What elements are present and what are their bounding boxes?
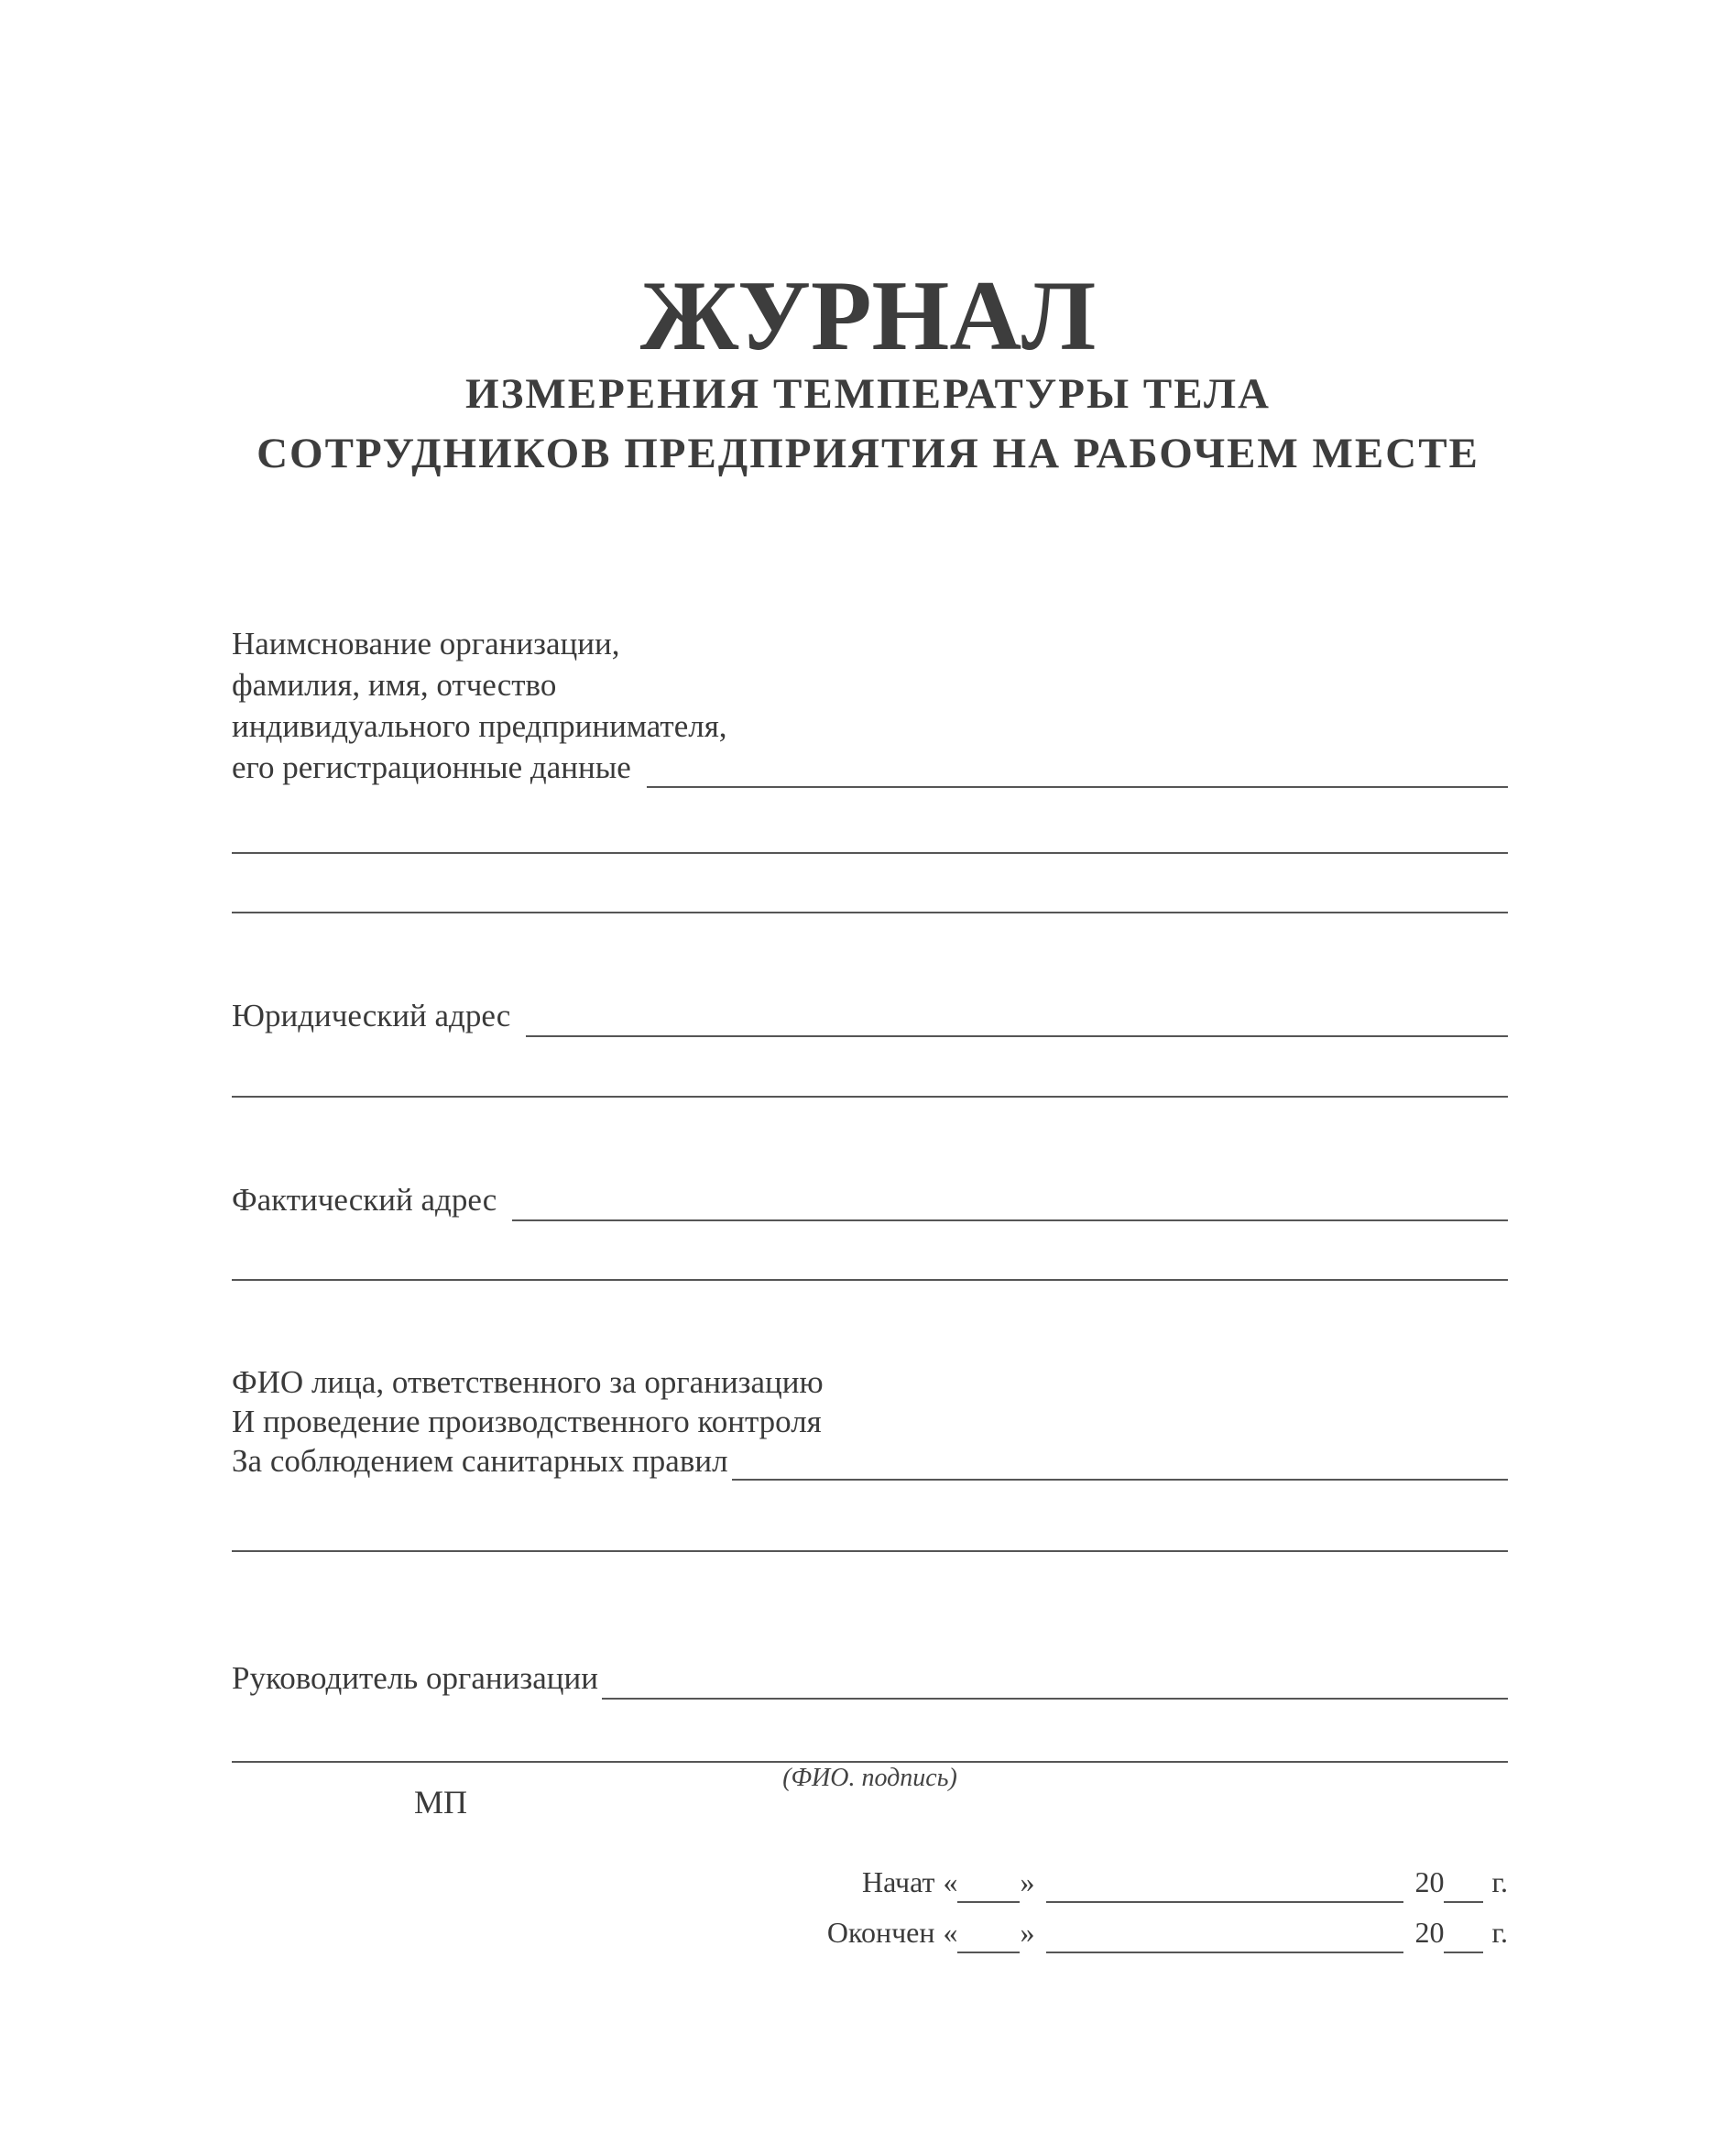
finished-year-prefix: 20 (1414, 1916, 1445, 1949)
page-subtitle-line-2: СОТРУДНИКОВ ПРЕДПРИЯТИЯ НА РАБОЧЕМ МЕСТЕ (257, 430, 1479, 477)
legal-address-row (232, 995, 1508, 1037)
responsible-label-line-1: ФИО лица, ответственного за организацию (232, 1364, 824, 1400)
started-year-blank (1444, 1861, 1483, 1903)
organization-blank-line-2 (232, 852, 1508, 854)
head-of-organization-label: Руководитель организации (232, 1660, 598, 1696)
finished-year-suffix: г. (1491, 1916, 1508, 1949)
actual-address-blank-line (512, 1179, 1508, 1221)
organization-label-line-1: Наимснование организации, (232, 626, 620, 661)
responsible-label-line-3 (232, 1441, 1508, 1481)
head-signature-blank-line-2 (232, 1761, 1508, 1763)
actual-address-label: Фактический адрес (232, 1182, 497, 1218)
organization-blank-line-3 (232, 912, 1508, 913)
started-close-quote: » (1020, 1865, 1035, 1898)
started-open-quote: « (943, 1865, 958, 1898)
responsible-blank-line (732, 1441, 1508, 1481)
responsible-blank-line-2 (232, 1550, 1508, 1552)
page-subtitle-line-1: ИЗМЕРЕНИЯ ТЕМПЕРАТУРЫ ТЕЛА (465, 370, 1271, 418)
finished-month-blank (1046, 1911, 1403, 1953)
actual-address-blank-line-2 (232, 1279, 1508, 1281)
journal-started-row (550, 1861, 1508, 1903)
finished-open-quote: « (943, 1916, 958, 1949)
organization-label-line-4-text: его регистрационные данные (232, 749, 631, 785)
organization-name-block (232, 623, 1508, 788)
organization-blank-line (647, 747, 1508, 788)
organization-label-line-2: фамилия, имя, отчество (232, 667, 557, 703)
finished-close-quote: » (1020, 1916, 1035, 1949)
head-of-organization-row (232, 1657, 1508, 1700)
responsible-person-block (232, 1362, 1508, 1481)
signature-caption: (ФИО. подпись) (782, 1764, 957, 1792)
responsible-label-line-3-text: За соблюдением санитарных правил (232, 1443, 728, 1479)
finished-label: Окончен (826, 1916, 935, 1949)
legal-address-label: Юридический адрес (232, 998, 511, 1033)
head-signature-blank-line (602, 1657, 1508, 1700)
actual-address-row (232, 1179, 1508, 1221)
started-year-suffix: г. (1491, 1865, 1508, 1898)
finished-year-blank (1444, 1911, 1483, 1953)
started-day-blank (957, 1861, 1020, 1903)
started-label: Начат (862, 1865, 935, 1898)
legal-address-blank-line (526, 995, 1508, 1037)
journal-finished-row (550, 1911, 1508, 1953)
responsible-label-line-2: И проведение производственного контроля (232, 1404, 822, 1439)
page-title: ЖУРНАЛ (639, 260, 1097, 371)
stamp-place-label: МП (414, 1784, 468, 1820)
started-year-prefix: 20 (1414, 1865, 1445, 1898)
started-month-blank (1046, 1861, 1403, 1903)
organization-label-line-3: индивидуального предпринимателя, (232, 708, 727, 744)
finished-day-blank (957, 1911, 1020, 1953)
legal-address-blank-line-2 (232, 1096, 1508, 1098)
organization-label-line-4 (232, 747, 1508, 788)
